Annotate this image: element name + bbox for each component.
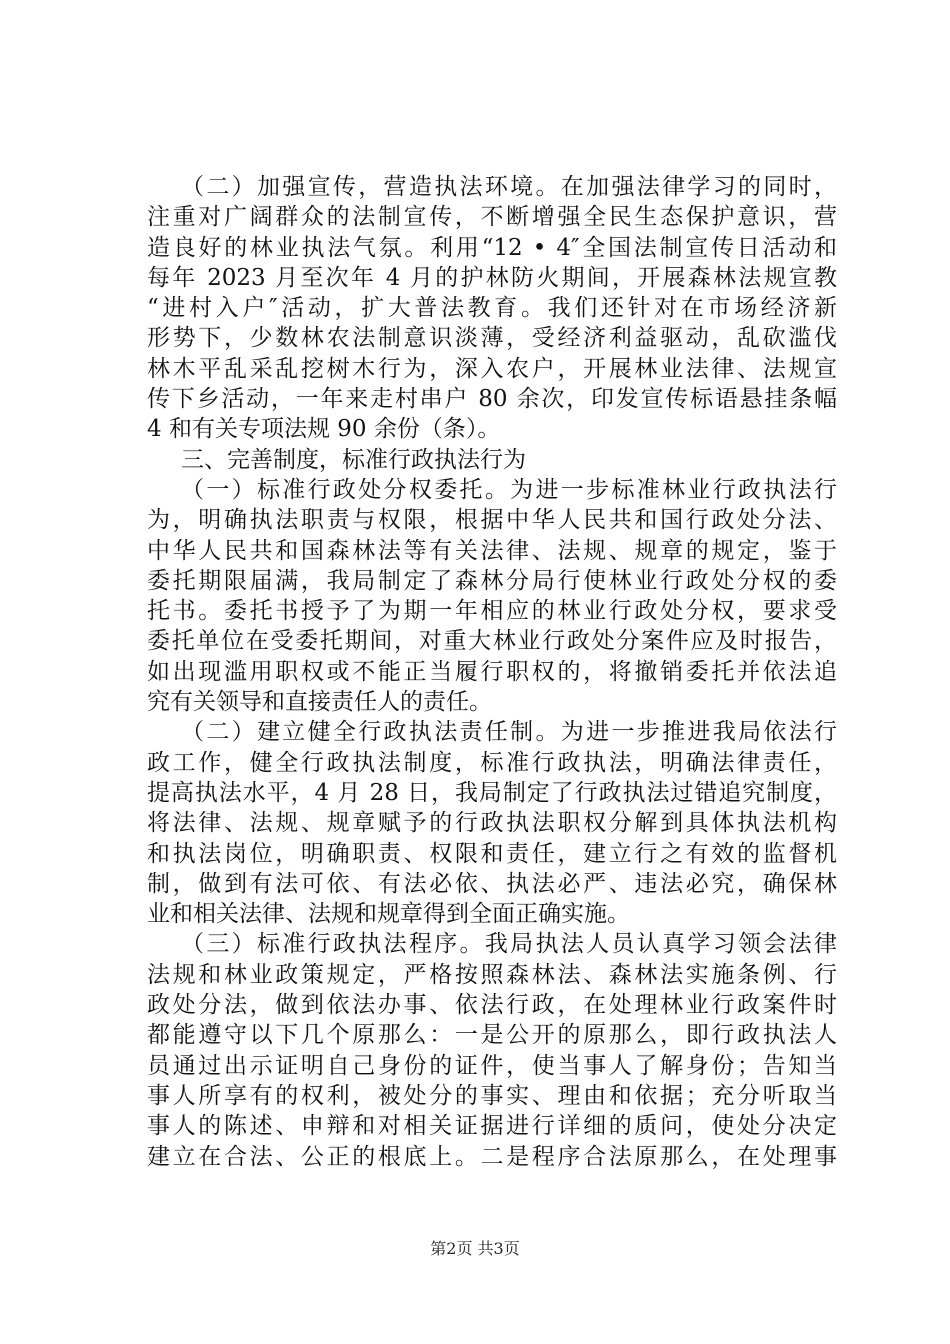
text-line: 和执法岗位，明确职责、权限和责任，建立行之有效的监督机: [147, 840, 837, 867]
text-line: （一）标准行政处分权委托。为进一步标准林业行政执法行: [181, 476, 837, 503]
text-line: 4 和有关专项法规 90 余份（条）。: [147, 416, 501, 443]
text-line: （二）建立健全行政执法责任制。为进一步推进我局依法行: [181, 719, 837, 746]
text-line: 中华人民共和国森林法等有关法律、法规、规章的规定，鉴于: [147, 537, 837, 564]
paragraph-publicity: [147, 172, 837, 445]
text-line: 注重对广阔群众的法制宣传，不断增强全民生态保护意识，营: [147, 204, 837, 231]
document-body: [147, 172, 837, 1172]
text-line: 制，做到有法可依、有法必依、执法必严、违法必究，确保林: [147, 870, 837, 897]
text-line: “进村入户″活动，扩大普法教育。我们还针对在市场经济新: [147, 295, 837, 322]
text-line: 法规和林业政策规定，严格按照森林法、森林法实施条例、行: [147, 961, 837, 988]
text-line: 究有关领导和直接责任人的责任。: [147, 689, 492, 716]
paragraph-procedure: [147, 929, 837, 1171]
text-line: （三）标准行政执法程序。我局执法人员认真学习领会法律: [181, 931, 837, 958]
text-line: 事人的陈述、申辩和对相关证据进行详细的质问，使处分决定: [147, 1113, 837, 1140]
text-line: 委托单位在受委托期间，对重大林业行政处分案件应及时报告，: [147, 628, 837, 655]
text-line: 政处分法，做到依法办事、依法行政，在处理林业行政案件时: [147, 992, 837, 1019]
section-heading: [147, 445, 837, 475]
text-line: 政工作，健全行政执法制度，标准行政执法，明确法律责任，: [147, 749, 837, 776]
text-line: 事人所享有的权利，被处分的事实、理由和依据；充分听取当: [147, 1082, 837, 1109]
text-line: 如出现滥用职权或不能正当履行职权的，将撤销委托并依法追: [147, 658, 837, 685]
text-line: 提高执法水平，4 月 28 日，我局制定了行政执法过错追究制度，: [147, 779, 837, 806]
text-line: 形势下，少数林农法制意识淡薄，受经济利益驱动，乱砍滥伐: [147, 325, 837, 352]
text-line: 建立在合法、公正的根底上。二是程序合法原那么，在处理事: [147, 1143, 837, 1170]
paragraph-responsibility: [147, 717, 837, 929]
text-line: （二）加强宣传，营造执法环境。在加强法律学习的同时，: [181, 174, 837, 200]
text-line: 林木平乱采乱挖树木行为，深入农户，开展林业法律、法规宣: [147, 355, 837, 382]
text-line: 传下乡活动，一年来走村串户 80 余次，印发宣传标语悬挂条幅: [147, 386, 837, 413]
text-line: 将法律、法规、规章赋予的行政执法职权分解到具体执法机构: [147, 810, 837, 837]
text-line: 业和相关法律、法规和规章得到全面正确实施。: [147, 901, 630, 928]
text-line: 造良好的林业执法气氛。利用“12 • 4″全国法制宣传日活动和: [147, 234, 837, 261]
text-line: 每年 2023 月至次年 4 月的护林防火期间，开展森林法规宣教: [147, 264, 837, 291]
text-line: 员通过出示证明自己身份的证件，使当事人了解身份；告知当: [147, 1052, 837, 1079]
text-line: 都能遵守以下几个原那么：一是公开的原那么，即行政执法人: [147, 1022, 837, 1049]
paragraph-delegation: [147, 475, 837, 717]
text-line: 为，明确执法职责与权限，根据中华人民共和国行政处分法、: [147, 507, 837, 534]
text-line: 托书。委托书授予了为期一年相应的林业行政处分权，要求受: [147, 598, 837, 625]
page-number-footer: 第2页 共3页: [430, 1239, 520, 1258]
text-line: 委托期限届满，我局制定了森林分局行使林业行政处分权的委: [147, 567, 837, 594]
section-heading-text: 三、完善制度，标准行政执法行为: [181, 446, 526, 473]
